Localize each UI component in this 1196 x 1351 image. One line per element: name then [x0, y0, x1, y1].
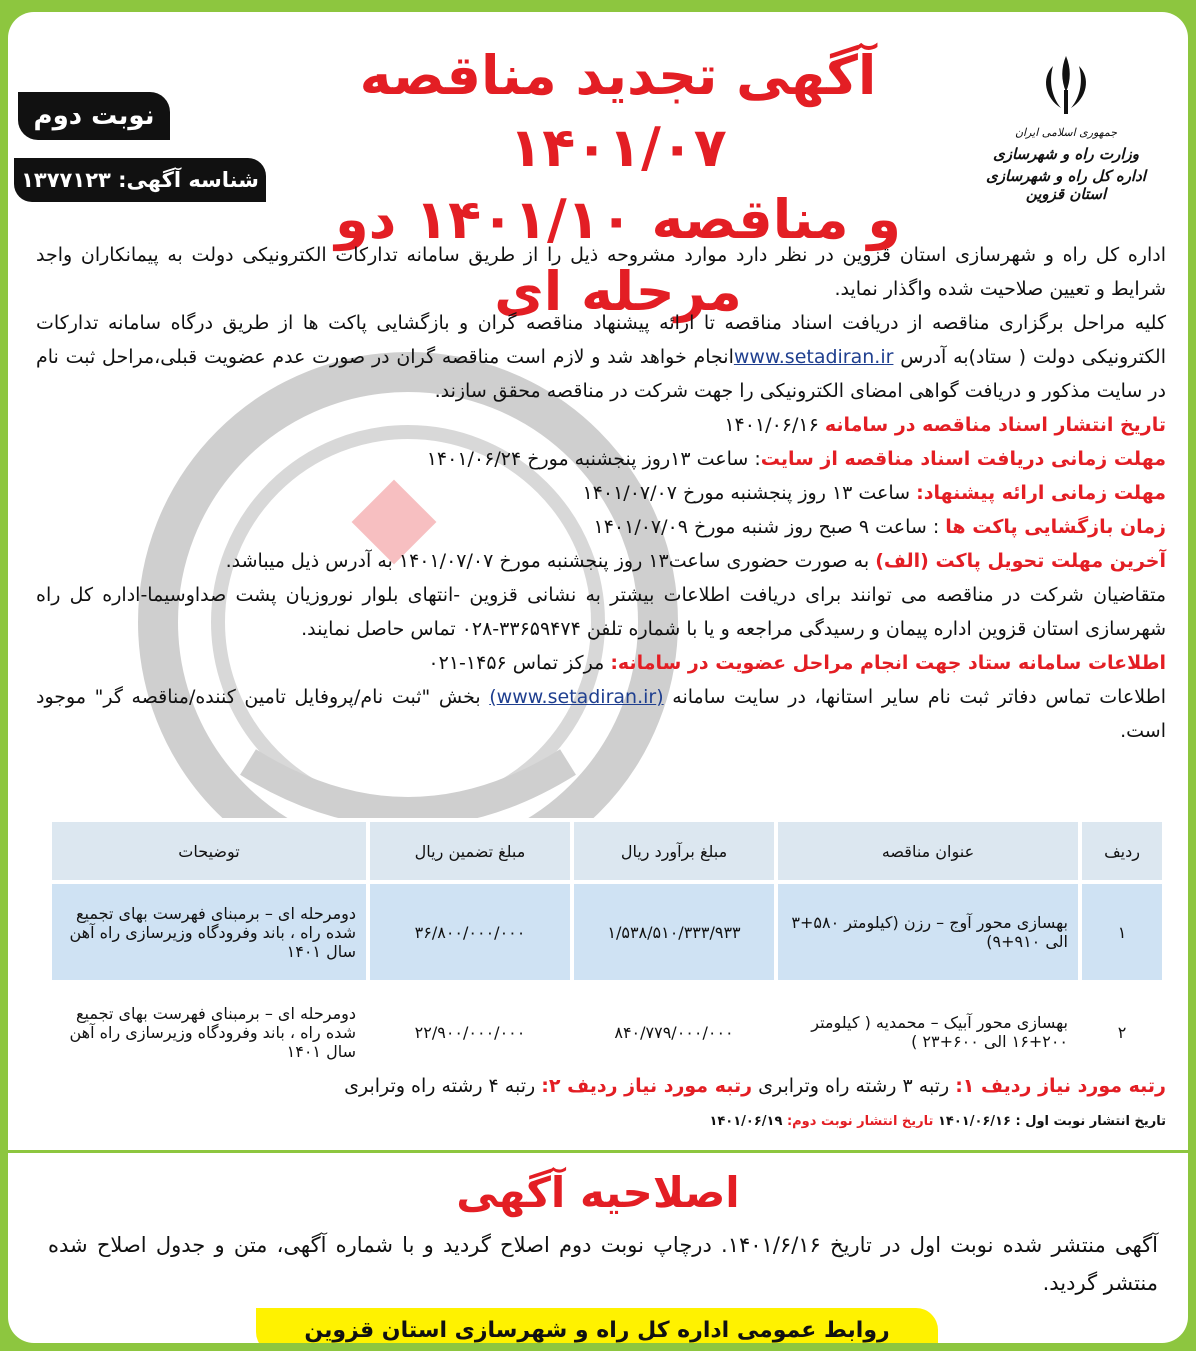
opening-time-line	[36, 510, 1166, 544]
tenders-table	[48, 818, 1166, 1084]
opening-time-label: زمان بازگشایی پاکت ها	[945, 516, 1166, 538]
cell-estimate: ۸۴۰/۷۷۹/۰۰۰/۰۰۰	[572, 982, 776, 1082]
setad-info-label: اطلاعات سامانه ستاد جهت انجام مراحل عضویت در سامانه:	[610, 652, 1166, 674]
rank-value-1: رتبه ۳ رشته راه وترابری	[752, 1075, 956, 1097]
cell-guarantee: ۲۲/۹۰۰/۰۰۰/۰۰۰	[368, 982, 572, 1082]
cell-guarantee: ۳۶/۸۰۰/۰۰۰/۰۰۰	[368, 882, 572, 982]
procedure-text-a: کلیه مراحل برگزاری مناقصه از دریافت اسناد مناقصه تا ارائه پیشنهاد مناقصه گران و بازگشایی پاکت ها از طریق درگاه سامانه تدارکات الکترونیکی دولت ( ستاد)به آدرس	[36, 312, 1166, 368]
title-line-1: آگهی تجدید مناقصه ۱۴۰۱/۰۷	[359, 44, 877, 179]
header-description: توضیحات	[50, 820, 368, 882]
envelope-deadline-line	[36, 544, 1166, 578]
table-row	[50, 882, 1164, 982]
download-deadline-label: مهلت زمانی دریافت اسناد مناقصه از سایت	[760, 448, 1166, 470]
cell-estimate: ۱/۵۳۸/۵۱۰/۳۳۳/۹۳۳	[572, 882, 776, 982]
emblem-icon	[1031, 50, 1101, 120]
procedure-paragraph	[36, 306, 1166, 408]
publish-date-label: تاریخ انتشار اسناد مناقصه در سامانه	[824, 414, 1166, 436]
offices-text-a: اطلاعات تماس دفاتر ثبت نام سایر استانها، در سایت سامانه	[663, 686, 1166, 708]
rank-label-1: رتبه مورد نیاز ردیف ۱:	[955, 1075, 1166, 1097]
publish-date-line	[36, 408, 1166, 442]
first-publish-value: ۱۴۰۱/۰۶/۱۶	[933, 1114, 1016, 1129]
header-guarantee: مبلغ تضمین ریال	[368, 820, 572, 882]
office-label: اداره کل راه و شهرسازی استان قزوین	[986, 167, 1146, 203]
republic-label: جمهوری اسلامی ایران	[1014, 126, 1118, 139]
second-publish-label: تاریخ انتشار نوبت دوم:	[786, 1114, 934, 1129]
round-badge: نوبت دوم	[18, 92, 170, 140]
publication-dates	[38, 1110, 1166, 1134]
rank-requirements	[38, 1070, 1166, 1102]
offices-text-b: بخش "ثبت نام/پروفایل تامین کننده/مناقصه گر" موجود است.	[36, 686, 1166, 742]
title-line-2: و مناقصه ۱۴۰۱/۱۰ دو مرحله ای	[335, 188, 901, 323]
footer-banner: روابط عمومی اداره کل راه و شهرسازی استان قزوین	[256, 1308, 938, 1343]
offices-paragraph	[36, 680, 1166, 748]
offer-deadline-label: مهلت زمانی ارائه پیشنهاد:	[916, 482, 1166, 504]
download-deadline-value: : ساعت ۱۳روز پنجشنبه مورخ ۱۴۰۱/۰۶/۲۴	[426, 448, 761, 470]
table-row	[50, 982, 1164, 1082]
envelope-deadline-label: آخرین مهلت تحویل پاکت (الف)	[875, 550, 1166, 572]
divider	[8, 1150, 1188, 1153]
offer-deadline-line	[36, 476, 1166, 510]
rank-label-2: رتبه مورد نیاز ردیف ۲:	[541, 1075, 753, 1097]
cell-row-number: ۱	[1080, 882, 1164, 982]
cell-title: بهسازی محور آوج – رزن (کیلومتر ۵۸۰+۳ الی ۹۱۰+۹)	[776, 882, 1080, 982]
setad-info-value: مرکز تماس ۱۴۵۶-۰۲۱	[428, 652, 611, 674]
cell-description: دومرحله ای – برمبنای فهرست بهای تجمیع شده راه ، باند وفرودگاه وزیرسازی راه آهن سال ۱۴۰۱	[50, 882, 368, 982]
offer-deadline-value: ساعت ۱۳ روز پنجشنبه مورخ ۱۴۰۱/۰۷/۰۷	[582, 482, 917, 504]
offices-link[interactable]: (www.setadiran.ir)	[489, 686, 664, 708]
notice-id-badge: شناسه آگهی: ۱۳۷۷۱۲۳	[14, 158, 266, 202]
setad-info-line	[36, 646, 1166, 680]
setad-link[interactable]: www.setadiran.ir	[733, 346, 894, 368]
procedure-text-b: انجام خواهد شد و لازم است مناقصه گران در صورت عدم عضویت قبلی،مراحل ثبت نام در سایت مذکور و دریافت گواهی امضای الکترونیکی را جهت شرکت در مناقصه محقق سازند.	[36, 346, 1166, 402]
cell-title: بهسازی محور آبیک – محمدیه ( کیلومتر ۲۰۰+۱۶ الی ۶۰۰+۲۳ )	[776, 982, 1080, 1082]
erratum-text: آگهی منتشر شده نوبت اول در تاریخ ۱۴۰۱/۶/۱۶. درچاپ نوبت دوم اصلاح گردید و با شماره آگهی، متن و جدول اصلاح شده منتشر گردید.	[48, 1233, 1158, 1295]
header-estimate: مبلغ برآورد ریال	[572, 820, 776, 882]
intro-paragraph: اداره کل راه و شهرسازی استان قزوین در نظر دارد موارد مشروحه ذیل را از طریق سامانه تدارکات الکترونیکی دولت به پیمانکاران واجد شرایط و تعیین صلاحیت شده واگذار نماید.	[36, 244, 1166, 300]
cell-description: دومرحله ای – برمبنای فهرست بهای تجمیع شده راه ، باند وفرودگاه وزیرسازی راه آهن سال ۱۴۰۱	[50, 982, 368, 1082]
table-header-row	[50, 820, 1164, 882]
second-publish-value: ۱۴۰۱/۰۶/۱۹	[709, 1114, 787, 1129]
erratum-title: اصلاحیه آگهی	[456, 1168, 740, 1217]
publish-date-value: ۱۴۰۱/۰۶/۱۶	[724, 414, 825, 436]
ministry-logo	[966, 50, 1166, 203]
header-row-number: ردیف	[1080, 820, 1164, 882]
cell-row-number: ۲	[1080, 982, 1164, 1082]
envelope-deadline-value: به صورت حضوری ساعت۱۳ روز پنجشنبه مورخ ۱۴۰۱/۰۷/۰۷ به آدرس ذیل میباشد.	[225, 550, 876, 572]
notice-body	[36, 238, 1166, 748]
ministry-label: وزارت راه و شهرسازی	[992, 145, 1140, 163]
notice-panel	[8, 12, 1188, 1343]
opening-time-value: : ساعت ۹ صبح روز شنبه مورخ ۱۴۰۱/۰۷/۰۹	[593, 516, 946, 538]
first-publish-label: تاریخ انتشار نوبت اول :	[1015, 1114, 1166, 1129]
download-deadline-line	[36, 442, 1166, 476]
header-title: عنوان مناقصه	[776, 820, 1080, 882]
rank-value-2: رتبه ۴ رشته راه وترابری	[344, 1075, 542, 1097]
contact-paragraph: متقاضیان شرکت در مناقصه می توانند برای دریافت اطلاعات بیشتر به نشانی قزوین -انتهای بلوار نوروزیان پشت صداوسیما-اداره کل راه شهرسازی استان قزوین اداره پیمان و رسیدگی مراجعه و یا با شماره تلفن ۳۳۶۵۹۴۷۴-۰۲۸ تماس حاصل نمایند.	[36, 584, 1166, 640]
